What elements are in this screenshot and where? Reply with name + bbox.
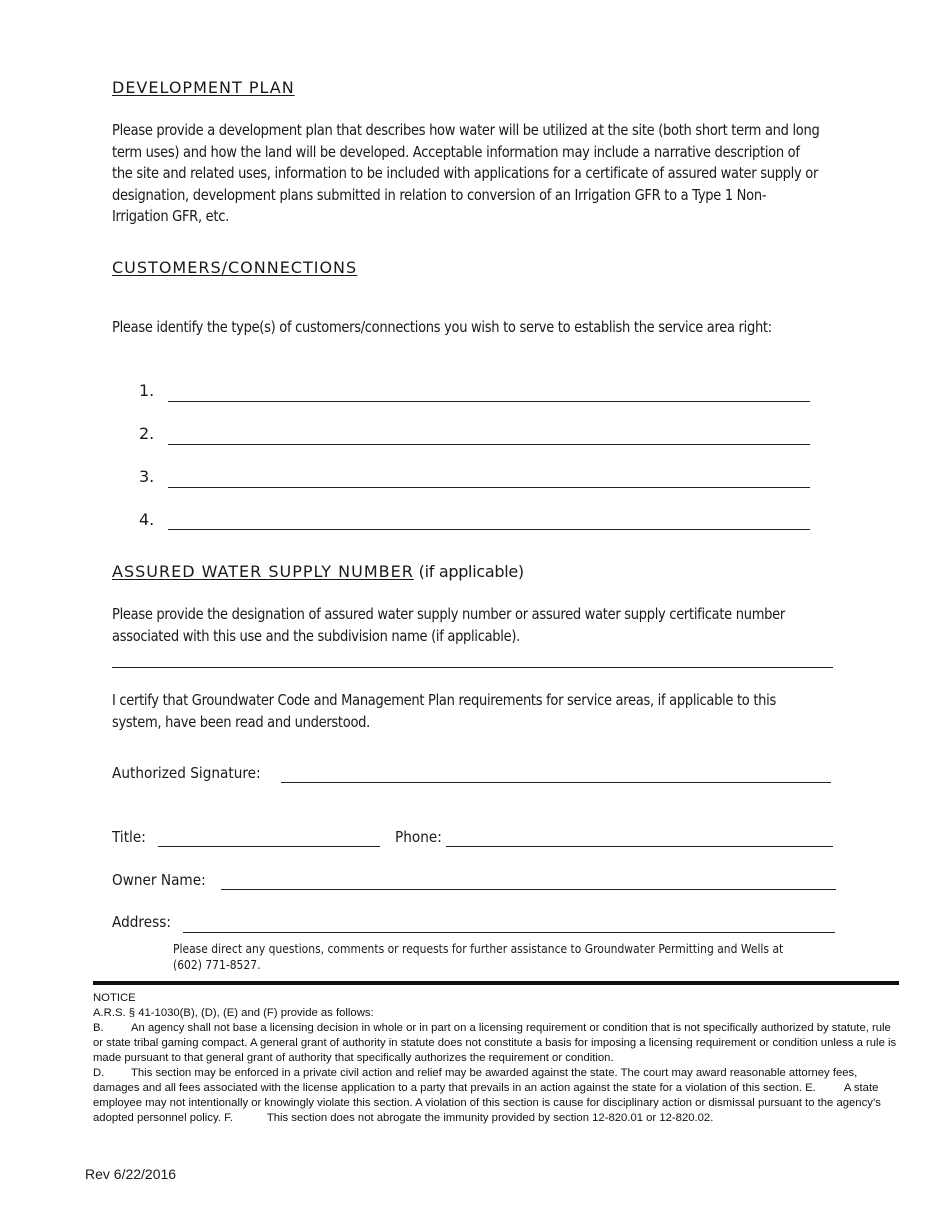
- customer-item-number: 2.: [139, 424, 155, 443]
- customer-line-2[interactable]: [168, 444, 810, 445]
- assured-water-number-line[interactable]: [112, 667, 833, 668]
- development-plan-text: Please provide a development plan that describes how water will be utilized at the site (both short term and long term uses) and how the land will be developed. Acceptable information may include a narrative description of the site and related uses, information to be included with applications for a certificate of assured water supply or designation, development plans submitted in relation to conversion of an Irrigation GFR to a Type 1 Non-Irrigation GFR, etc.: [112, 121, 820, 225]
- owner-name-line[interactable]: [221, 889, 836, 890]
- title-label: Title:: [112, 828, 146, 846]
- notice-divider: [93, 981, 899, 985]
- notice-e-label: E.: [805, 1082, 816, 1094]
- customer-item-number: 1.: [139, 381, 155, 400]
- customer-line-1[interactable]: [168, 401, 810, 402]
- address-label: Address:: [112, 913, 171, 931]
- customer-line-4[interactable]: [168, 529, 810, 530]
- certification-text: I certify that Groundwater Code and Management Plan requirements for service areas, if applicable to this system, have been read and understood.: [112, 691, 776, 731]
- phone-line[interactable]: [446, 846, 833, 847]
- notice-title: NOTICE: [93, 992, 136, 1004]
- title-line[interactable]: [158, 846, 380, 847]
- notice-d-label: D.: [93, 1067, 105, 1079]
- contact-note: Please direct any questions, comments or requests for further assistance to Groundwater Permitting and Wells at (602) 771-8527.: [173, 941, 784, 972]
- notice-e-text: A state employee may not intentionally or knowingly violate this section. A violation of this section is cause for disciplinary action or dismissal pursuant to the agency’s adopted personnel policy.: [93, 1082, 881, 1124]
- address-line[interactable]: [183, 932, 835, 933]
- owner-name-label: Owner Name:: [112, 871, 206, 889]
- assured-water-text: Please provide the designation of assured water supply number or assured water supply certificate number associated with this use and the subdivision name (if applicable).: [112, 605, 785, 645]
- assured-water-heading-suffix: (if applicable): [413, 562, 524, 581]
- notice-b-text: An agency shall not base a licensing decision in whole or in part on a licensing requirement or condition that is not specifically authorized by statute, rule or state tribal gaming compact. A general grant of authority in statute does not constitute a basis for imposing a licensing requirement or condition unless a rule is made pursuant to that general grant of authority that specifically authorizes the requirement or condition.: [93, 1022, 897, 1064]
- notice-paragraph-b: [93, 1021, 901, 1066]
- notice-d-text: This section may be enforced in a private civil action and relief may be awarded against the state. The court may award reasonable attorney fees, damages and all fees associated with the license application to a party that prevails in an action against the state for a violation of this section.: [93, 1067, 858, 1094]
- customer-item-number: 3.: [139, 467, 155, 486]
- development-plan-heading: DEVELOPMENT PLAN: [112, 78, 295, 97]
- customers-text: Please identify the type(s) of customers/connections you wish to serve to establish the service area right:: [112, 318, 772, 336]
- phone-label: Phone:: [395, 828, 442, 846]
- notice-f-text: This section does not abrogate the immunity provided by section 12-820.01 or 12-820.02.: [266, 1112, 714, 1124]
- customers-heading: CUSTOMERS/CONNECTIONS: [112, 258, 358, 277]
- signature-line[interactable]: [281, 782, 831, 783]
- notice-b-label: B.: [93, 1022, 104, 1034]
- notice-paragraph-def: [93, 1066, 901, 1126]
- assured-water-heading-text: ASSURED WATER SUPPLY NUMBER: [112, 562, 414, 581]
- notice-intro: A.R.S. § 41-1030(B), (D), (E) and (F) provide as follows:: [93, 1007, 374, 1019]
- customer-line-3[interactable]: [168, 487, 810, 488]
- notice-f-label: F.: [224, 1112, 233, 1124]
- notice-block: [93, 991, 901, 1126]
- revision-date: Rev 6/22/2016: [85, 1166, 177, 1182]
- customer-item-number: 4.: [139, 510, 155, 529]
- assured-water-heading: [112, 562, 524, 581]
- signature-label: Authorized Signature:: [112, 764, 261, 782]
